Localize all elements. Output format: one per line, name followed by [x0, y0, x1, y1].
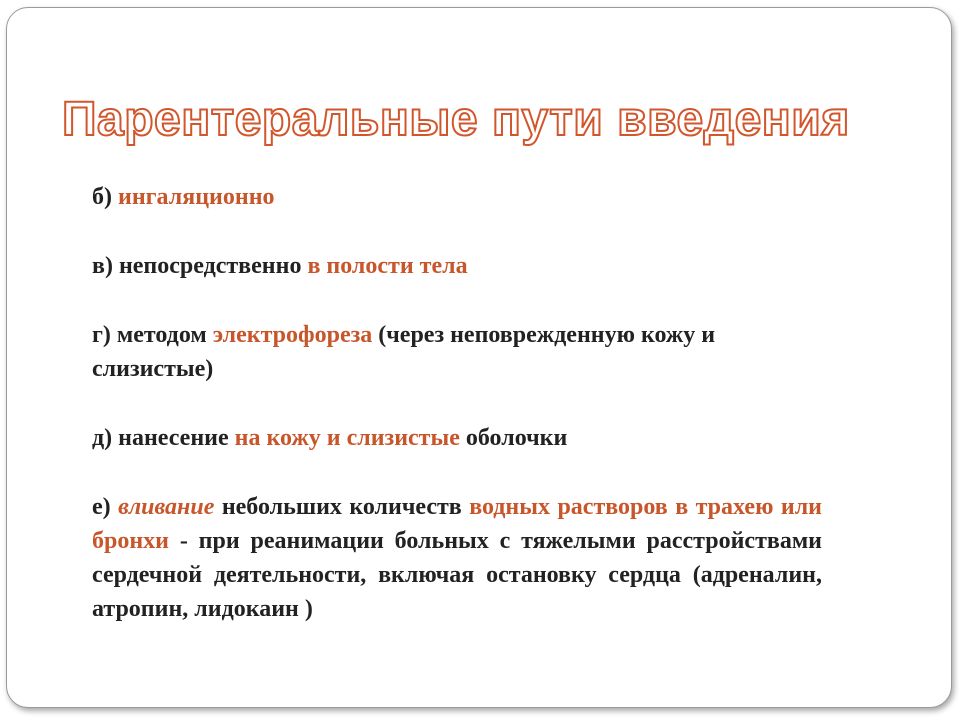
item-v-prefix: в) непосредственно — [92, 253, 308, 279]
item-e-highlight: водных растворов в трахею или бронхи — [92, 494, 822, 554]
item-e-mid: небольших количеств — [214, 494, 470, 520]
list-item-e — [92, 490, 822, 626]
item-e-suffix: - при реанимации больных с тяжелыми расстройствами сердечной деятельности, включая остановку сердца (адреналин, атропин, лидокаин ) — [92, 528, 822, 622]
item-v-highlight: в полости тела — [307, 253, 468, 279]
item-b-prefix: б) — [92, 184, 118, 210]
item-g-prefix: г) методом — [92, 322, 213, 348]
item-e-prefix: е) — [92, 494, 119, 520]
item-g-highlight: электрофореза — [212, 322, 373, 348]
item-b-highlight: ингаляционно — [118, 184, 275, 210]
list-item-g — [92, 318, 822, 386]
list-item-v — [92, 249, 822, 283]
item-e-highlight-italic: вливание — [118, 494, 215, 520]
item-d-suffix: оболочки — [459, 425, 568, 451]
slide-content — [92, 180, 822, 626]
slide-frame — [6, 7, 952, 708]
item-d-highlight: на кожу и слизистые — [234, 425, 460, 451]
item-d-prefix: д) нанесение — [92, 425, 235, 451]
list-item-b — [92, 180, 822, 214]
item-g-suffix: (через неповрежденную кожу и слизистые) — [92, 322, 716, 382]
slide-title: Парентеральные пути введения — [62, 93, 850, 146]
list-item-d — [92, 421, 822, 455]
